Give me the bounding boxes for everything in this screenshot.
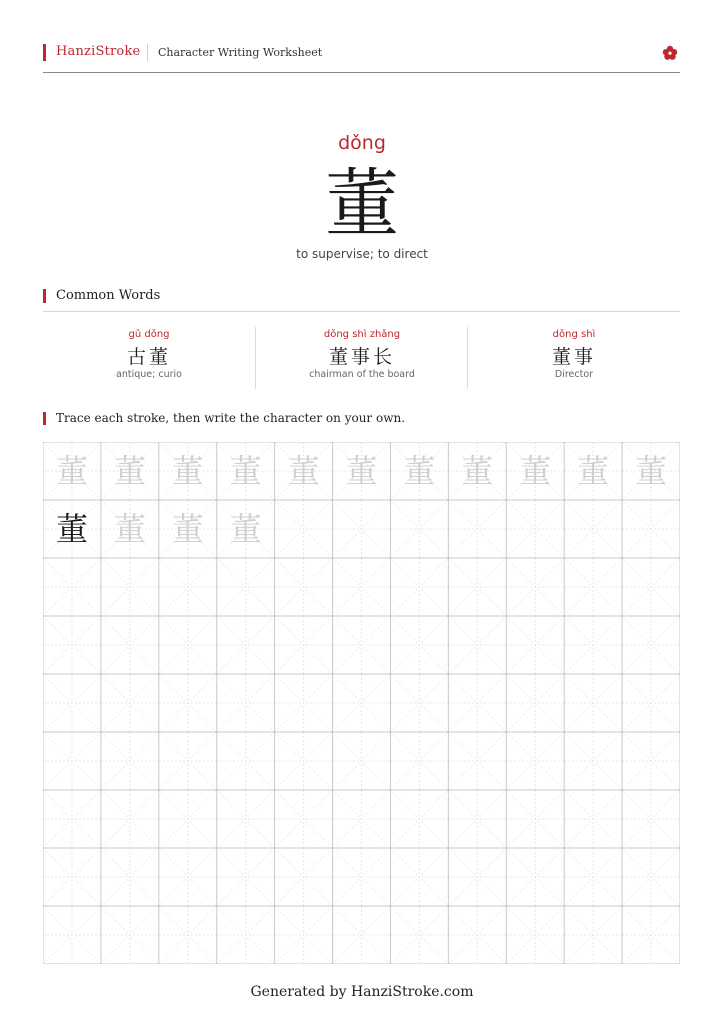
word-meaning: chairman of the board: [309, 369, 415, 380]
footer-text: Generated by HanziStroke.com: [250, 984, 474, 1000]
cell-glyph: 董: [345, 452, 378, 490]
trace-character: [506, 442, 564, 500]
practice-grid: [43, 442, 680, 964]
worksheet-subtitle: Character Writing Worksheet: [158, 46, 323, 59]
worksheet-header: [43, 44, 680, 66]
trace-character: [333, 442, 391, 500]
practice-instruction: Trace each stroke, then write the character on your own.: [56, 411, 406, 425]
word-pinyin: gǔ dǒng: [128, 329, 170, 340]
model-character: [43, 500, 101, 558]
brand-name: HanziStroke: [56, 44, 141, 59]
trace-character: [564, 442, 622, 500]
word-hanzi: 董事: [551, 346, 596, 368]
header-divider: [147, 44, 148, 61]
section-accent-bar: [43, 289, 46, 303]
character-meaning: to supervise; to direct: [296, 247, 428, 261]
instruction-accent-bar: [43, 412, 46, 425]
common-words-rule: [43, 311, 680, 312]
cell-glyph: 董: [55, 452, 88, 490]
character-hanzi: 董: [325, 161, 399, 247]
trace-character: [159, 442, 217, 500]
header-rule: [43, 72, 680, 73]
word-card: [256, 327, 468, 389]
common-words-title: Common Words: [56, 288, 161, 303]
trace-character: [101, 500, 159, 558]
word-meaning: Director: [554, 369, 594, 380]
cell-glyph: 董: [287, 452, 320, 490]
word-hanzi: 古董: [126, 346, 171, 368]
trace-character: [390, 442, 448, 500]
trace-character: [217, 442, 275, 500]
cell-glyph: 董: [577, 452, 610, 490]
cell-glyph: 董: [519, 452, 552, 490]
cell-glyph: 董: [635, 452, 668, 490]
cell-glyph: 董: [403, 452, 436, 490]
cell-glyph: 董: [171, 452, 204, 490]
cell-glyph: 董: [229, 510, 262, 548]
trace-character: [43, 442, 101, 500]
plum-blossom-icon: [662, 45, 678, 61]
trace-character: [217, 500, 275, 558]
cell-glyph: 董: [461, 452, 494, 490]
word-pinyin: dǒng shì: [552, 329, 596, 340]
trace-character: [101, 442, 159, 500]
common-words-list: [43, 327, 680, 389]
word-card: [468, 327, 680, 389]
word-pinyin: dǒng shì zhǎng: [323, 329, 401, 340]
word-meaning: antique; curio: [116, 369, 182, 380]
word-card: [43, 327, 255, 389]
trace-character: [448, 442, 506, 500]
trace-character: [159, 500, 217, 558]
cell-glyph: 董: [113, 510, 146, 548]
cell-glyph: 董: [55, 510, 88, 548]
cell-glyph: 董: [113, 452, 146, 490]
cell-glyph: 董: [171, 510, 204, 548]
word-hanzi: 董事长: [328, 346, 395, 368]
brand-accent-bar: [43, 44, 46, 61]
character-pinyin: dǒng: [338, 132, 386, 154]
trace-character: [275, 442, 333, 500]
trace-character: [622, 442, 680, 500]
cell-glyph: 董: [229, 452, 262, 490]
